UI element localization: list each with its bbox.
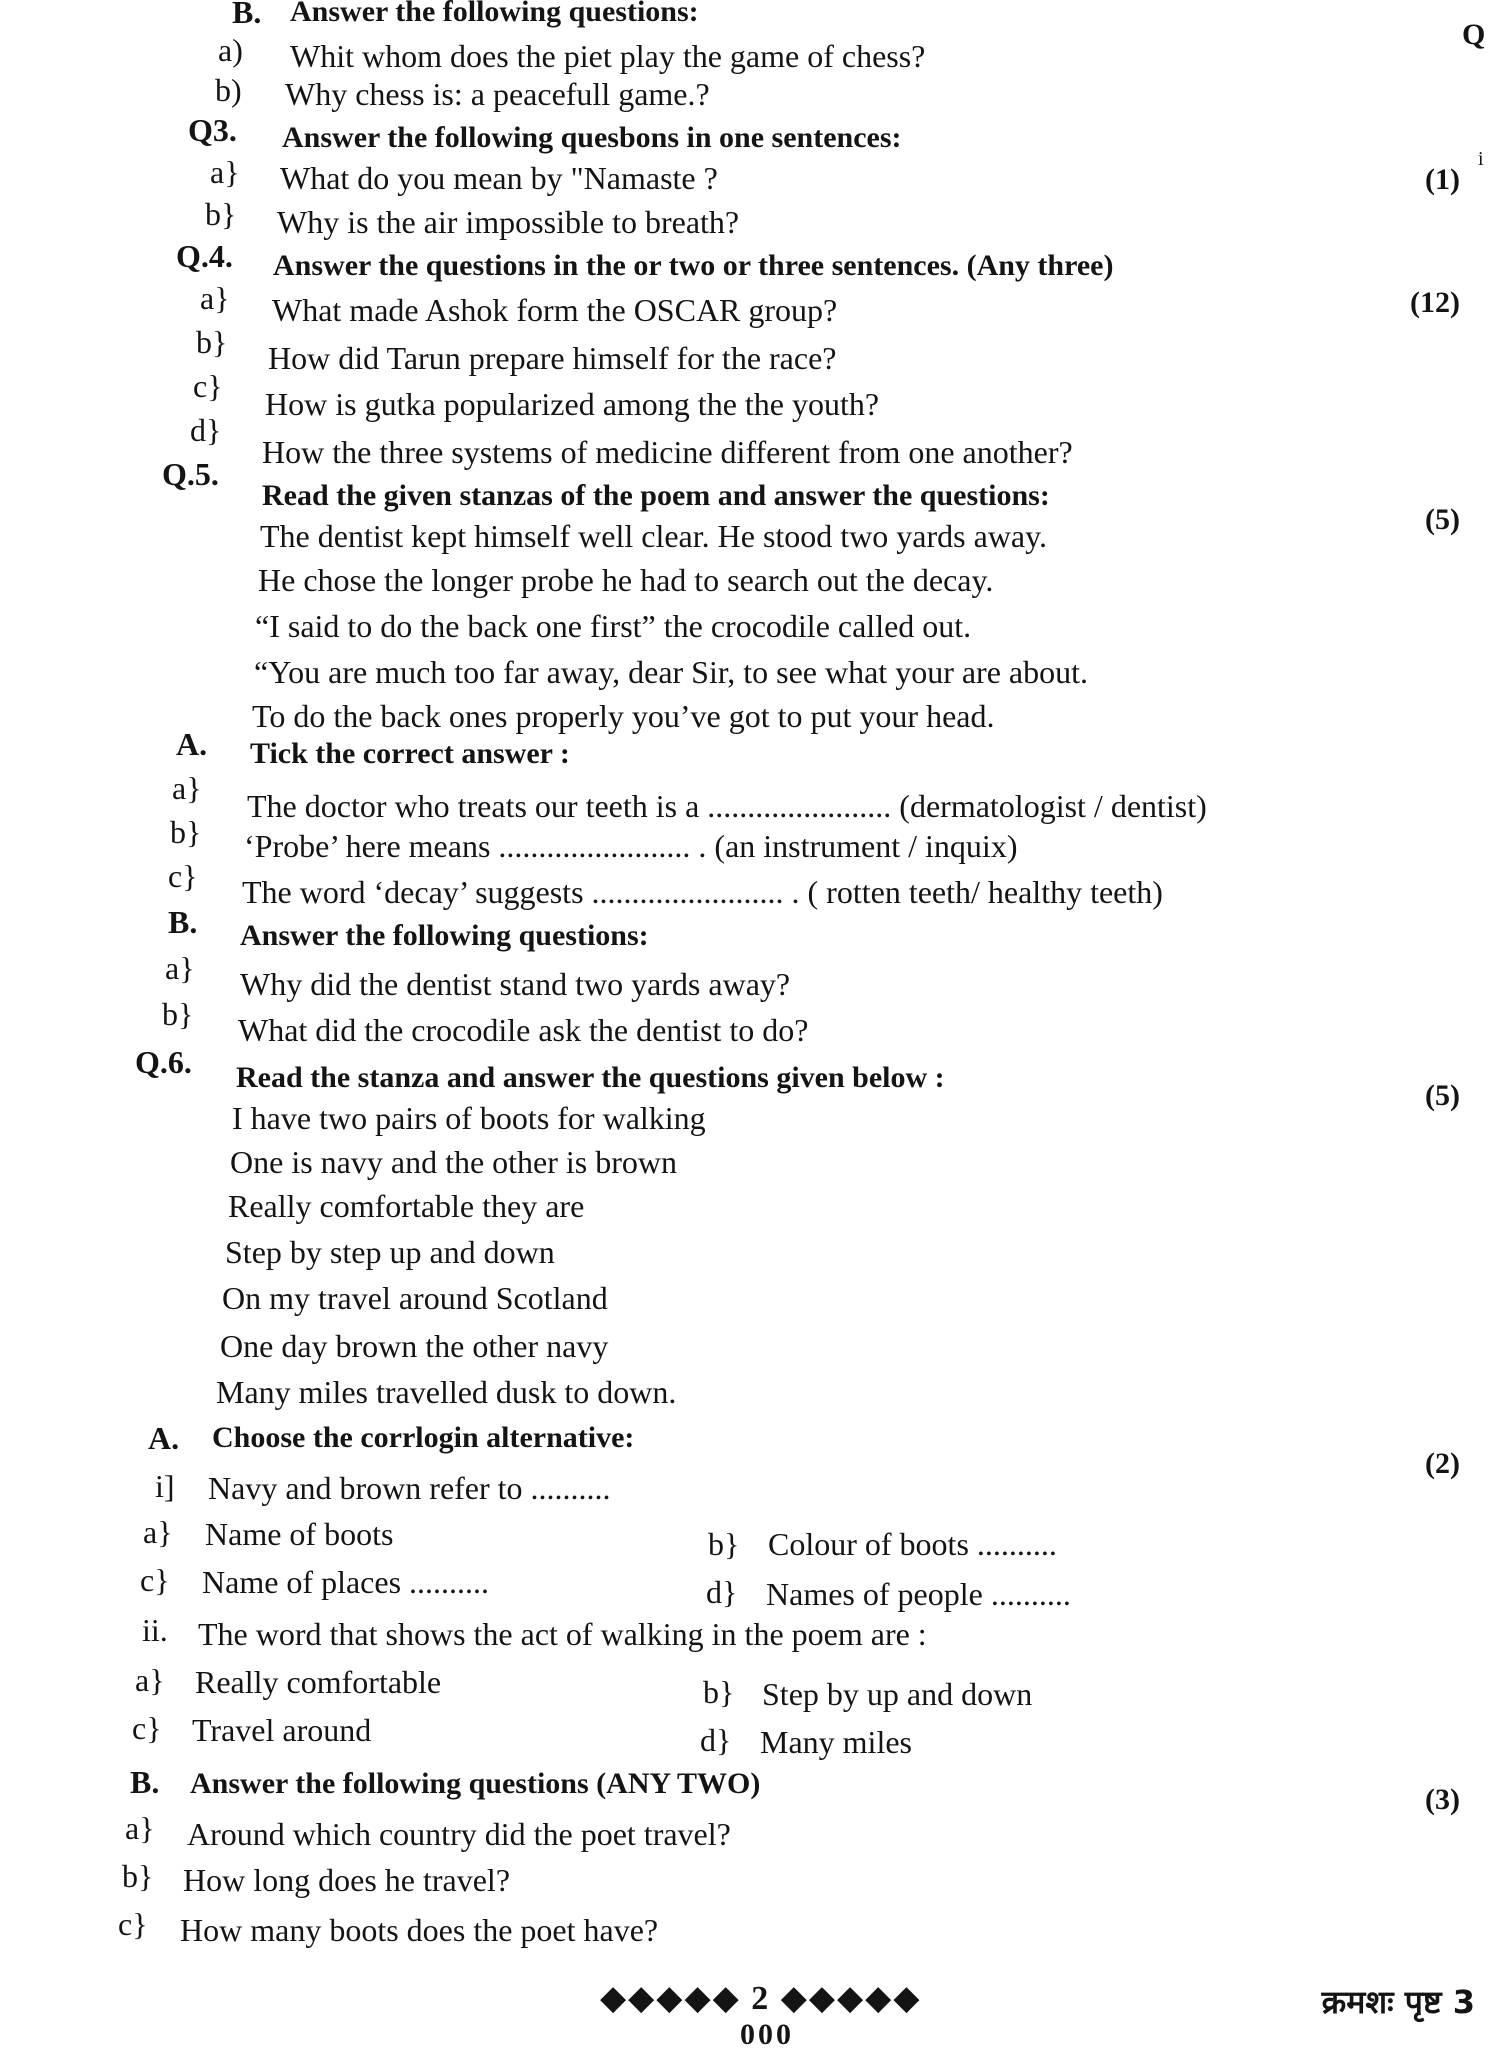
question-label: b} [122,1858,154,1894]
question-text: How long does he travel? [183,1862,511,1898]
subquestion-label: i] [155,1468,175,1504]
question-text: How is gutka popularized among the the youth? [265,386,880,422]
option-label: d} [706,1574,738,1610]
poem-line: He chose the longer probe he had to search out the decay. [258,562,994,598]
q5-marks: (5) [1425,503,1460,536]
option-text: Colour of boots .......... [768,1526,1057,1562]
question-text: What do you mean by "Namaste ? [280,160,718,196]
poem-line: Many miles travelled dusk to down. [216,1374,677,1410]
poem-line: To do the back ones properly you’ve got to put your head. [252,698,995,734]
section-b-title: Answer the following questions: [290,0,699,28]
question-text: ‘Probe’ here means ........................ . (an instrument / inquix) [244,828,1018,864]
question-label: b} [162,996,194,1032]
q3-number: Q3. [188,112,237,148]
option-text: Many miles [760,1724,912,1760]
question-text: How did Tarun prepare himself for the race? [268,340,837,376]
poem-line: “You are much too far away, dear Sir, to see what your are about. [254,654,1088,690]
q3-marks: (1) [1425,163,1460,196]
q5-title: Read the given stanzas of the poem and answer the questions: [262,479,1050,512]
question-text: The doctor who treats our teeth is a ....................... (dermatologist / dentist) [247,788,1207,824]
q6-a-marks: (2) [1425,1447,1460,1480]
q5-number: Q.5. [162,456,219,492]
q5-b-label: B. [168,904,198,940]
section-b-label: B. [232,0,262,30]
q5-a-label: A. [176,726,208,762]
question-label: a} [165,950,195,986]
poem-line: Really comfortable they are [228,1188,585,1224]
question-text: Why is the air impossible to breath? [277,204,740,240]
question-text: Why chess is: a peacefull game.? [285,76,710,112]
poem-line: Step by step up and down [225,1234,555,1270]
question-label: a} [210,154,240,190]
option-label: c} [140,1562,170,1598]
question-text: Around which country did the poet travel? [187,1816,731,1852]
question-text: How the three systems of medicine different from one another? [262,434,1073,470]
option-label: b} [708,1526,740,1562]
question-label: a} [200,280,230,316]
corner-mark: i [1478,148,1484,170]
question-text: What did the crocodile ask the dentist to do? [238,1012,809,1048]
question-text: Whit whom does the piet play the game of chess? [290,38,926,74]
option-label: b} [703,1674,735,1710]
question-label: a} [125,1810,155,1846]
subquestion-label: ii. [142,1612,168,1648]
q6-a-title: Choose the corrlogin alternative: [212,1421,635,1454]
question-label: c} [193,368,223,404]
question-label: a) [218,32,243,68]
q6-b-title: Answer the following questions (ANY TWO) [190,1767,761,1800]
q6-title: Read the stanza and answer the questions given below : [236,1061,945,1094]
q4-title: Answer the questions in the or two or three sentences. (Any three) [273,249,1114,282]
option-text: Names of people .......... [766,1576,1071,1612]
option-text: Name of places .......... [202,1564,490,1600]
question-label: c} [118,1906,148,1942]
q6-marks: (5) [1425,1079,1460,1112]
question-text: What made Ashok form the OSCAR group? [272,292,838,328]
option-label: a} [143,1514,173,1550]
option-text: Step by up and down [762,1676,1033,1712]
q6-b-marks: (3) [1425,1783,1460,1816]
q6-a-label: A. [148,1420,180,1456]
option-label: c} [132,1710,162,1746]
question-label: a} [172,770,202,806]
question-text: The word ‘decay’ suggests ........................ . ( rotten teeth/ healthy teeth) [242,874,1163,910]
option-text: Travel around [192,1712,372,1748]
question-label: b} [196,324,228,360]
question-label: d} [190,412,222,448]
option-label: a} [135,1662,165,1698]
option-text: Name of boots [205,1516,394,1552]
q6-b-label: B. [130,1764,160,1800]
q5-b-title: Answer the following questions: [240,919,649,952]
poem-line: One is navy and the other is brown [230,1144,678,1180]
question-label: b) [215,72,242,108]
poem-line: I have two pairs of boots for walking [232,1100,706,1136]
question-label: b} [205,196,237,232]
question-label: b} [170,814,202,850]
page-footer-continued: क्रमशः पृष्ट 3 [1321,1983,1475,2021]
page-footer-center: ◆◆◆◆◆ 2 ◆◆◆◆◆ [600,1980,922,2017]
q4-marks: (12) [1410,286,1460,319]
page-number-cut: 000 [740,2018,794,2051]
subquestion-text: The word that shows the act of walking in the poem are : [198,1616,927,1652]
poem-line: The dentist kept himself well clear. He stood two yards away. [260,518,1048,554]
corner-q: Q [1462,18,1486,51]
subquestion-text: Navy and brown refer to .......... [208,1470,611,1506]
q5-a-title: Tick the correct answer : [250,737,570,770]
question-text: Why did the dentist stand two yards away? [240,966,791,1002]
option-label: d} [700,1722,732,1758]
q4-number: Q.4. [176,238,233,274]
poem-line: One day brown the other navy [220,1328,609,1364]
q3-title: Answer the following quesbons in one sentences: [282,121,902,154]
option-text: Really comfortable [195,1664,442,1700]
question-label: c} [168,858,198,894]
poem-line: “I said to do the back one first” the crocodile called out. [255,608,972,644]
q6-number: Q.6. [135,1044,192,1080]
question-text: How many boots does the poet have? [180,1912,659,1948]
poem-line: On my travel around Scotland [222,1280,608,1316]
